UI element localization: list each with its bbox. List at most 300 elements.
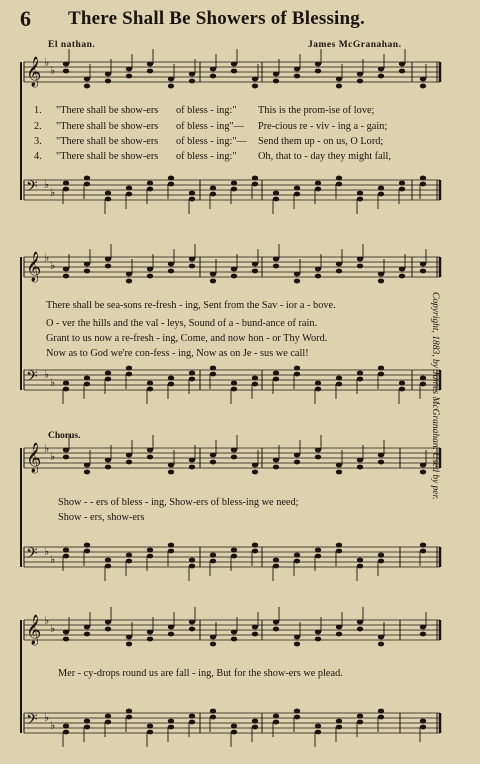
note-head	[168, 77, 174, 82]
note-head	[357, 620, 363, 625]
note-head	[105, 377, 111, 382]
note-head	[84, 543, 90, 548]
verse-line	[0, 136, 440, 149]
bass-clef-icon: 𝄢	[26, 545, 38, 566]
flat-icon: ♭	[50, 450, 56, 463]
note-head	[84, 463, 90, 468]
note-head	[252, 470, 258, 475]
note-head	[378, 192, 384, 197]
note-head	[252, 719, 258, 724]
note-head	[168, 549, 174, 554]
note-head	[168, 262, 174, 267]
note-head	[420, 719, 426, 724]
note-head	[252, 382, 258, 387]
note-head	[315, 630, 321, 635]
note-head	[147, 381, 153, 386]
note-head	[147, 62, 153, 67]
note-head	[105, 371, 111, 376]
note-head	[420, 543, 426, 548]
note-head	[357, 257, 363, 262]
note-head	[63, 637, 69, 642]
verse-text: of bless - ing:"	[176, 151, 237, 162]
note-head	[315, 730, 321, 735]
note-head	[105, 197, 111, 202]
lyric-line: There shall be sea-sons re-fresh - ing, Sent from the Sav - ior a - bove.	[46, 300, 336, 311]
note-head	[231, 62, 237, 67]
note-head	[189, 257, 195, 262]
note-head	[63, 187, 69, 192]
note-head	[210, 186, 216, 191]
note-head	[336, 176, 342, 181]
note-head	[420, 262, 426, 267]
note-head	[189, 197, 195, 202]
note-head	[336, 269, 342, 274]
note-head	[84, 549, 90, 554]
note-head	[210, 453, 216, 458]
note-head	[399, 69, 405, 74]
verse-text: "There shall be show-ers	[56, 151, 159, 162]
note-head	[273, 197, 279, 202]
note-head	[420, 182, 426, 187]
verse-number: 2.	[34, 121, 42, 132]
verse-text: Pre-cious re - viv - ing a - gain;	[258, 121, 388, 132]
note-head	[231, 724, 237, 729]
flat-icon: ♭	[44, 56, 50, 69]
note-head	[294, 279, 300, 284]
note-head	[357, 371, 363, 376]
note-head	[210, 642, 216, 647]
verse-text: This is the prom-ise of love;	[258, 105, 375, 116]
note-head	[294, 186, 300, 191]
note-head	[399, 381, 405, 386]
note-head	[84, 262, 90, 267]
note-head	[231, 730, 237, 735]
verse-line	[0, 105, 440, 118]
note-head	[168, 176, 174, 181]
note-head	[126, 192, 132, 197]
note-head	[336, 719, 342, 724]
note-head	[420, 632, 426, 637]
note-head	[210, 460, 216, 465]
note-head	[105, 627, 111, 632]
lyricist-credit: El nathan.	[48, 40, 96, 50]
verse-text: Send them up - on us, O Lord;	[258, 136, 384, 147]
note-head	[294, 709, 300, 714]
note-head	[189, 458, 195, 463]
note-head	[336, 262, 342, 267]
note-head	[147, 730, 153, 735]
note-head	[231, 455, 237, 460]
flat-icon: ♭	[50, 186, 56, 199]
note-head	[63, 724, 69, 729]
note-head	[378, 559, 384, 564]
verse-text: "There shall be show-ers	[56, 136, 159, 147]
note-head	[378, 186, 384, 191]
note-head	[273, 627, 279, 632]
note-head	[105, 257, 111, 262]
note-head	[168, 376, 174, 381]
note-head	[399, 181, 405, 186]
note-head	[378, 715, 384, 720]
note-head	[189, 564, 195, 569]
note-head	[210, 559, 216, 564]
note-head	[105, 191, 111, 196]
note-head	[294, 453, 300, 458]
note-head	[84, 725, 90, 730]
note-head	[252, 549, 258, 554]
chorus-line: Mer - cy-drops round us are fall - ing, But for the show-ers we plead.	[58, 668, 343, 679]
flat-icon: ♭	[44, 251, 50, 264]
note-head	[231, 448, 237, 453]
note-head	[420, 269, 426, 274]
note-head	[147, 181, 153, 186]
note-head	[84, 625, 90, 630]
note-head	[105, 720, 111, 725]
note-head	[147, 274, 153, 279]
note-head	[273, 458, 279, 463]
note-head	[252, 725, 258, 730]
note-head	[336, 77, 342, 82]
note-head	[420, 376, 426, 381]
note-head	[126, 559, 132, 564]
note-head	[126, 272, 132, 277]
note-head	[336, 725, 342, 730]
note-head	[252, 84, 258, 89]
hymn-number: 6	[20, 6, 31, 31]
note-head	[399, 274, 405, 279]
note-head	[252, 77, 258, 82]
note-head	[84, 182, 90, 187]
note-head	[336, 463, 342, 468]
copyright-notice	[432, 292, 448, 532]
note-head	[105, 558, 111, 563]
note-head	[273, 558, 279, 563]
note-head	[357, 714, 363, 719]
note-head	[210, 553, 216, 558]
note-head	[168, 269, 174, 274]
note-head	[357, 191, 363, 196]
note-head	[315, 448, 321, 453]
note-head	[231, 274, 237, 279]
note-head	[63, 730, 69, 735]
chorus-echo-line: Show - ers, show-ers	[58, 512, 145, 523]
note-head	[294, 642, 300, 647]
flat-icon: ♭	[50, 719, 56, 732]
note-head	[147, 724, 153, 729]
hymn-title: There Shall Be Showers of Blessing.	[68, 8, 365, 29]
note-head	[189, 371, 195, 376]
note-head	[357, 558, 363, 563]
note-head	[105, 264, 111, 269]
note-head	[189, 264, 195, 269]
verse-text: of bless - ing:"—	[176, 136, 247, 147]
treble-clef-icon: 𝄞	[26, 57, 42, 87]
note-head	[336, 382, 342, 387]
note-head	[273, 465, 279, 470]
flat-icon: ♭	[44, 614, 50, 627]
note-head	[189, 558, 195, 563]
note-head	[84, 382, 90, 387]
note-head	[378, 635, 384, 640]
note-head	[231, 69, 237, 74]
note-head	[189, 191, 195, 196]
note-head	[273, 264, 279, 269]
flat-icon: ♭	[50, 622, 56, 635]
note-head	[168, 725, 174, 730]
note-head	[252, 182, 258, 187]
note-head	[231, 630, 237, 635]
note-head	[357, 264, 363, 269]
note-head	[189, 620, 195, 625]
note-head	[147, 455, 153, 460]
note-head	[357, 79, 363, 84]
note-head	[63, 62, 69, 67]
verse-text: Oh, that to - day they might fall,	[258, 151, 391, 162]
note-head	[420, 382, 426, 387]
note-head	[210, 372, 216, 377]
note-head	[84, 376, 90, 381]
verse-line	[0, 151, 440, 164]
note-head	[420, 625, 426, 630]
note-head	[168, 719, 174, 724]
note-head	[105, 465, 111, 470]
note-head	[63, 381, 69, 386]
note-head	[210, 192, 216, 197]
note-head	[168, 463, 174, 468]
note-head	[210, 74, 216, 79]
note-head	[147, 187, 153, 192]
note-head	[126, 74, 132, 79]
note-head	[63, 181, 69, 186]
note-head	[252, 543, 258, 548]
note-head	[336, 632, 342, 637]
note-head	[105, 458, 111, 463]
note-head	[189, 627, 195, 632]
note-head	[126, 635, 132, 640]
note-head	[63, 69, 69, 74]
note-head	[399, 387, 405, 392]
note-head	[189, 714, 195, 719]
note-head	[168, 84, 174, 89]
note-head	[294, 67, 300, 72]
note-head	[357, 627, 363, 632]
note-head	[315, 62, 321, 67]
note-head	[105, 620, 111, 625]
note-head	[315, 455, 321, 460]
note-head	[126, 460, 132, 465]
note-head	[378, 272, 384, 277]
note-head	[336, 625, 342, 630]
note-head	[147, 448, 153, 453]
note-head	[147, 554, 153, 559]
flat-icon: ♭	[50, 553, 56, 566]
note-head	[63, 274, 69, 279]
note-head	[63, 267, 69, 272]
note-head	[252, 269, 258, 274]
note-head	[378, 460, 384, 465]
note-head	[357, 72, 363, 77]
note-head	[399, 187, 405, 192]
flat-icon: ♭	[44, 368, 50, 381]
note-head	[315, 381, 321, 386]
bass-clef-icon: 𝄢	[26, 178, 38, 199]
note-head	[294, 372, 300, 377]
note-head	[336, 84, 342, 89]
note-head	[336, 376, 342, 381]
note-head	[378, 372, 384, 377]
note-head	[126, 709, 132, 714]
note-head	[378, 642, 384, 647]
note-head	[315, 69, 321, 74]
note-head	[126, 279, 132, 284]
note-head	[147, 387, 153, 392]
note-head	[273, 720, 279, 725]
treble-clef-icon: 𝄞	[26, 615, 42, 645]
note-head	[273, 79, 279, 84]
note-head	[84, 269, 90, 274]
note-head	[147, 630, 153, 635]
flat-icon: ♭	[44, 711, 50, 724]
note-head	[84, 176, 90, 181]
verse-text: "There shall be show-ers	[56, 121, 159, 132]
note-head	[231, 548, 237, 553]
note-head	[315, 181, 321, 186]
flat-icon: ♭	[44, 442, 50, 455]
note-head	[84, 470, 90, 475]
note-head	[294, 460, 300, 465]
note-head	[126, 67, 132, 72]
note-head	[315, 187, 321, 192]
treble-clef-icon: 𝄞	[26, 443, 42, 473]
note-head	[357, 564, 363, 569]
note-head	[357, 377, 363, 382]
note-head	[252, 176, 258, 181]
note-head	[84, 719, 90, 724]
note-head	[147, 548, 153, 553]
note-head	[294, 635, 300, 640]
note-head	[252, 625, 258, 630]
note-head	[420, 725, 426, 730]
note-head	[126, 366, 132, 371]
note-head	[273, 714, 279, 719]
note-head	[189, 377, 195, 382]
note-head	[315, 267, 321, 272]
note-head	[252, 463, 258, 468]
note-head	[294, 366, 300, 371]
lyric-line: Grant to us now a re-fresh - ing, Come, and now hon - or Thy Word.	[46, 333, 328, 344]
note-head	[378, 453, 384, 458]
note-head	[189, 465, 195, 470]
chorus-label: Chorus.	[48, 431, 81, 441]
note-head	[63, 554, 69, 559]
note-head	[252, 632, 258, 637]
note-head	[378, 366, 384, 371]
note-head	[210, 635, 216, 640]
note-head	[273, 257, 279, 262]
note-head	[273, 620, 279, 625]
note-head	[420, 549, 426, 554]
note-head	[63, 630, 69, 635]
note-head	[105, 564, 111, 569]
note-head	[231, 267, 237, 272]
note-head	[357, 458, 363, 463]
note-head	[399, 267, 405, 272]
note-head	[231, 387, 237, 392]
note-head	[105, 72, 111, 77]
note-head	[231, 381, 237, 386]
note-head	[273, 72, 279, 77]
note-head	[63, 548, 69, 553]
note-head	[420, 84, 426, 89]
note-head	[252, 262, 258, 267]
lyric-line: Now as to God we're con-fess - ing, Now as on Je - sus we call!	[46, 348, 309, 359]
note-head	[84, 632, 90, 637]
note-head	[294, 553, 300, 558]
note-head	[105, 79, 111, 84]
bass-clef-icon: 𝄢	[26, 368, 38, 389]
note-head	[63, 455, 69, 460]
note-head	[189, 72, 195, 77]
lyric-line: O - ver the hills and the val - leys, Sound of a - bund-ance of rain.	[46, 318, 318, 329]
verse-text: of bless - ing:"	[176, 105, 237, 116]
note-head	[126, 453, 132, 458]
flat-icon: ♭	[44, 178, 50, 191]
chorus-line: Show - - ers of bless - ing, Show-ers of bless-ing we need;	[58, 497, 299, 508]
note-head	[231, 554, 237, 559]
note-head	[420, 463, 426, 468]
note-head	[420, 470, 426, 475]
note-head	[210, 272, 216, 277]
note-head	[168, 382, 174, 387]
note-head	[210, 279, 216, 284]
note-head	[189, 79, 195, 84]
note-head	[294, 559, 300, 564]
note-head	[126, 715, 132, 720]
note-head	[294, 272, 300, 277]
note-head	[315, 637, 321, 642]
note-head	[294, 715, 300, 720]
note-head	[252, 376, 258, 381]
verse-text: of bless - ing"—	[176, 121, 244, 132]
note-head	[399, 62, 405, 67]
note-head	[210, 67, 216, 72]
note-head	[210, 366, 216, 371]
note-head	[168, 470, 174, 475]
verse-number: 3.	[34, 136, 42, 147]
note-head	[63, 448, 69, 453]
note-head	[315, 554, 321, 559]
note-head	[147, 69, 153, 74]
note-head	[357, 465, 363, 470]
note-head	[294, 74, 300, 79]
note-head	[336, 470, 342, 475]
note-head	[336, 543, 342, 548]
note-head	[294, 192, 300, 197]
flat-icon: ♭	[50, 259, 56, 272]
note-head	[315, 387, 321, 392]
note-head	[189, 720, 195, 725]
note-head	[315, 274, 321, 279]
note-head	[168, 625, 174, 630]
treble-clef-icon: 𝄞	[26, 252, 42, 282]
note-head	[357, 197, 363, 202]
note-head	[378, 279, 384, 284]
copyright-text: Copyright, 1883, by James McGranahan. Used by per.	[430, 292, 440, 500]
note-head	[273, 371, 279, 376]
note-head	[105, 714, 111, 719]
verse-number: 1.	[34, 105, 42, 116]
note-head	[84, 84, 90, 89]
